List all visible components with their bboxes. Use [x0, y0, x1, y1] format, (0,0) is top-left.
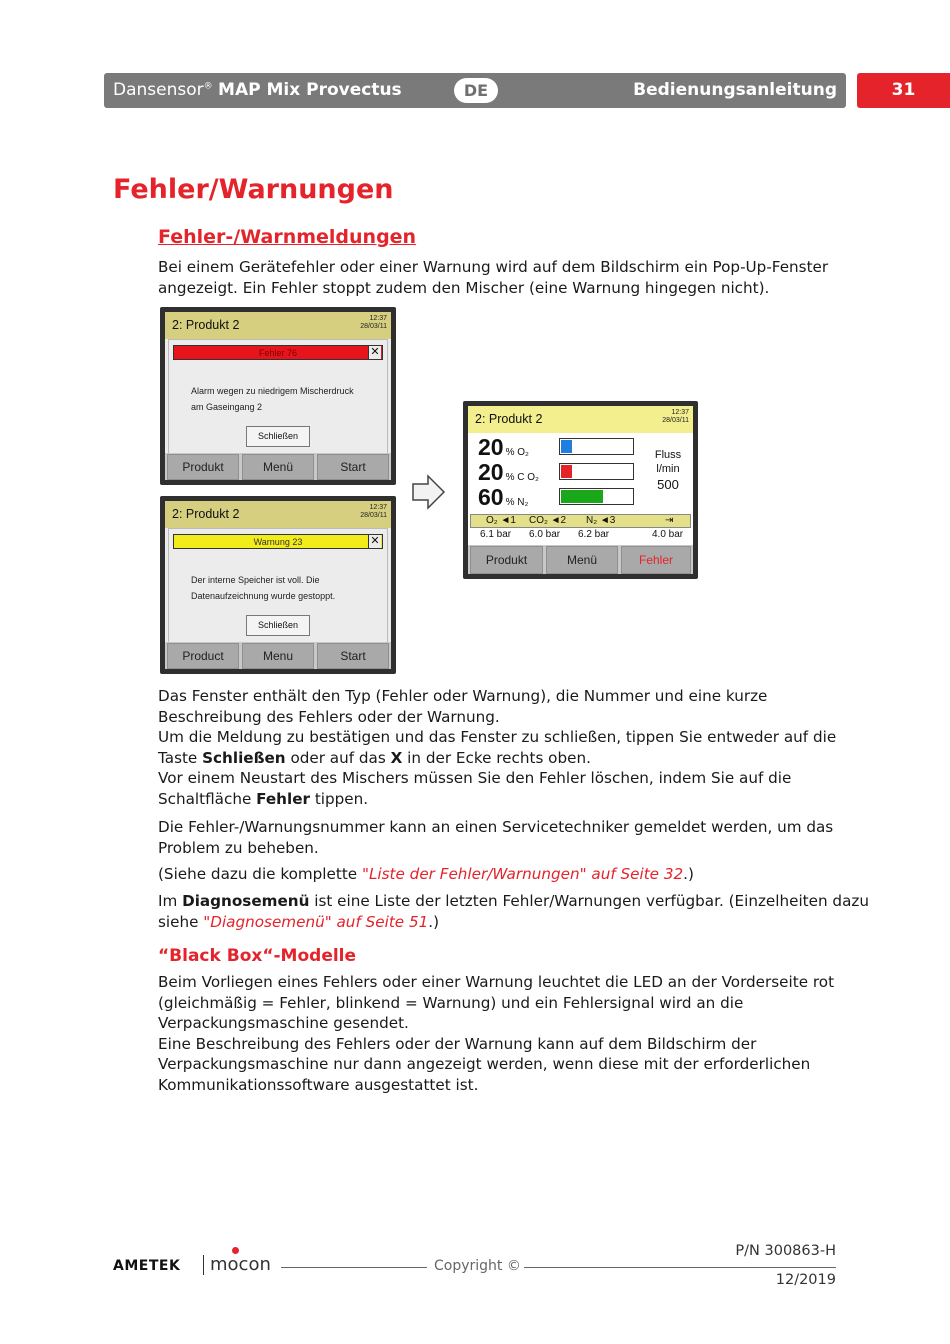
close-icon[interactable]: ✕	[368, 535, 381, 548]
warning-popup	[168, 528, 388, 648]
pressure-2: 6.0 bar	[529, 529, 561, 540]
error-button[interactable]: Fehler	[621, 546, 691, 574]
copyright: Copyright ©	[434, 1258, 521, 1274]
menu-button[interactable]: Menü	[242, 454, 314, 480]
warning-popup-title: Warnung 23	[253, 537, 303, 547]
header-document-title: Bedienungsanleitung	[633, 80, 837, 100]
gas-o2-fill	[561, 440, 572, 453]
menu-button[interactable]: Menu	[242, 643, 314, 669]
flow-display: Fluss l/min 500	[654, 449, 682, 492]
main-screen-titlebar: 2: Produkt 2 12:37 28/03/11	[468, 406, 693, 433]
warning-screen-titlebar: 2: Produkt 2 12:37 28/03/11	[165, 501, 391, 528]
body-paragraph-5: Beim Vorliegen eines Fehlers oder einer Warnung leuchtet die LED an der Vorderseite rot (gleichmäßig = Fehler, blinkend = Warnung) und ein Fehlersignal wird an die Verpackungsmaschine gesendet. Eine Beschreibung des Fehlers oder der Warnung kann auf dem Bildschirm der Verpackungsmaschine nur dann angezeigt werden, wenn diese mit der erforderlichen Kommunikationssoftware ausgestattet ist.	[158, 973, 835, 1094]
pressure-1: 6.1 bar	[480, 529, 512, 540]
header-brand: Dansensor® MAP Mix Provectus	[113, 80, 402, 100]
body-paragraph-1: Das Fenster enthält den Typ (Fehler oder Warnung), die Nummer und eine kurze Beschreibung des Fehlers oder der Warnung. Um die Meldung zu bestätigen und das Fenster zu schließen, tippen Sie entweder auf die Taste Schließen oder auf das X in der Ecke rechts oben. Vor einem Neustart des Mischers müssen Sie den Fehler löschen, indem Sie auf die Schaltfläche Fehler tippen.	[158, 687, 837, 808]
main-screen	[463, 401, 698, 579]
warning-screen	[160, 496, 396, 674]
logo-separator	[203, 1255, 204, 1275]
arrow-right-icon	[412, 474, 446, 510]
warning-popup-message: Der interne Speicher ist voll. Die Datenaufzeichnung wurde gestoppt.	[191, 575, 336, 601]
mocon-logo-dot	[232, 1247, 239, 1254]
language-badge: DE	[454, 78, 498, 103]
ametek-logo: AMETEK	[113, 1258, 181, 1274]
input-co2: CO₂ ◄2	[529, 515, 567, 526]
input-o2: O₂ ◄1	[486, 515, 516, 526]
input-n2: N₂ ◄3	[586, 515, 616, 526]
error-list-link[interactable]: "Liste der Fehler/Warnungen" auf Seite 32	[361, 865, 684, 883]
error-popup-message: Alarm wegen zu niedrigem Mischerdruck am Gaseingang 2	[191, 386, 354, 412]
gas-co2-bar	[559, 463, 634, 480]
error-screen-titlebar: 2: Produkt 2 12:37 28/03/11	[165, 312, 391, 339]
close-button[interactable]: Schließen	[246, 615, 310, 636]
document-date: 12/2019	[775, 1272, 836, 1288]
page-title: Fehler/Warnungen	[113, 174, 394, 205]
body-paragraph-4: Im Diagnosemenü ist eine Liste der letzten Fehler/Warnungen verfügbar. (Einzelheiten dazu siehe "Diagnosemenü" auf Seite 51.)	[158, 892, 869, 931]
gas-n2: 60 % N₂	[478, 484, 529, 510]
warning-screen-buttons	[165, 642, 391, 669]
product-button[interactable]: Produkt	[167, 454, 239, 480]
body-paragraph-3: (Siehe dazu die komplette "Liste der Fehler/Warnungen" auf Seite 32.)	[158, 865, 694, 883]
gas-o2: 20 % O₂	[478, 434, 529, 460]
section-title: Fehler-/Warnmeldungen	[158, 226, 417, 248]
output-icon: ⇥	[665, 515, 674, 526]
main-screen-buttons	[468, 545, 693, 574]
error-screen	[160, 307, 396, 485]
page-header	[104, 73, 846, 108]
menu-button[interactable]: Menü	[546, 546, 618, 574]
product-button[interactable]: Produkt	[470, 546, 543, 574]
subsection-title: “Black Box“-Modelle	[158, 946, 357, 966]
gas-co2-fill	[561, 465, 572, 478]
footer-rule-left	[281, 1267, 427, 1268]
gas-input-row	[470, 514, 691, 528]
pressure-3: 6.2 bar	[578, 529, 610, 540]
part-number: P/N 300863-H	[735, 1243, 836, 1259]
product-button[interactable]: Product	[167, 643, 239, 669]
start-button[interactable]: Start	[317, 643, 389, 669]
start-button[interactable]: Start	[317, 454, 389, 480]
close-button[interactable]: Schließen	[246, 426, 310, 447]
footer-rule-right	[524, 1267, 836, 1268]
mocon-logo: mocon	[210, 1254, 271, 1275]
error-popup-title: Fehler 76	[258, 348, 298, 358]
pressure-out: 4.0 bar	[652, 529, 684, 540]
gas-n2-bar	[559, 488, 634, 505]
gas-co2: 20 % C O₂	[478, 459, 539, 485]
body-paragraph-2: Die Fehler-/Warnungsnummer kann an einen Servicetechniker gemeldet werden, um das Problem zu beheben.	[158, 818, 834, 857]
error-screen-buttons	[165, 453, 391, 480]
page-number: 31	[857, 73, 950, 108]
gas-n2-fill	[561, 490, 603, 503]
gas-o2-bar	[559, 438, 634, 455]
diagnostics-link[interactable]: "Diagnosemenü" auf Seite 51	[203, 912, 429, 931]
error-popup	[168, 339, 388, 459]
intro-paragraph: Bei einem Gerätefehler oder einer Warnung wird auf dem Bildschirm ein Pop-Up-Fenster angezeigt. Ein Fehler stoppt zudem den Mischer (eine Warnung hingegen nicht).	[158, 258, 829, 297]
close-icon[interactable]: ✕	[368, 346, 381, 359]
pressure-row	[470, 528, 691, 542]
